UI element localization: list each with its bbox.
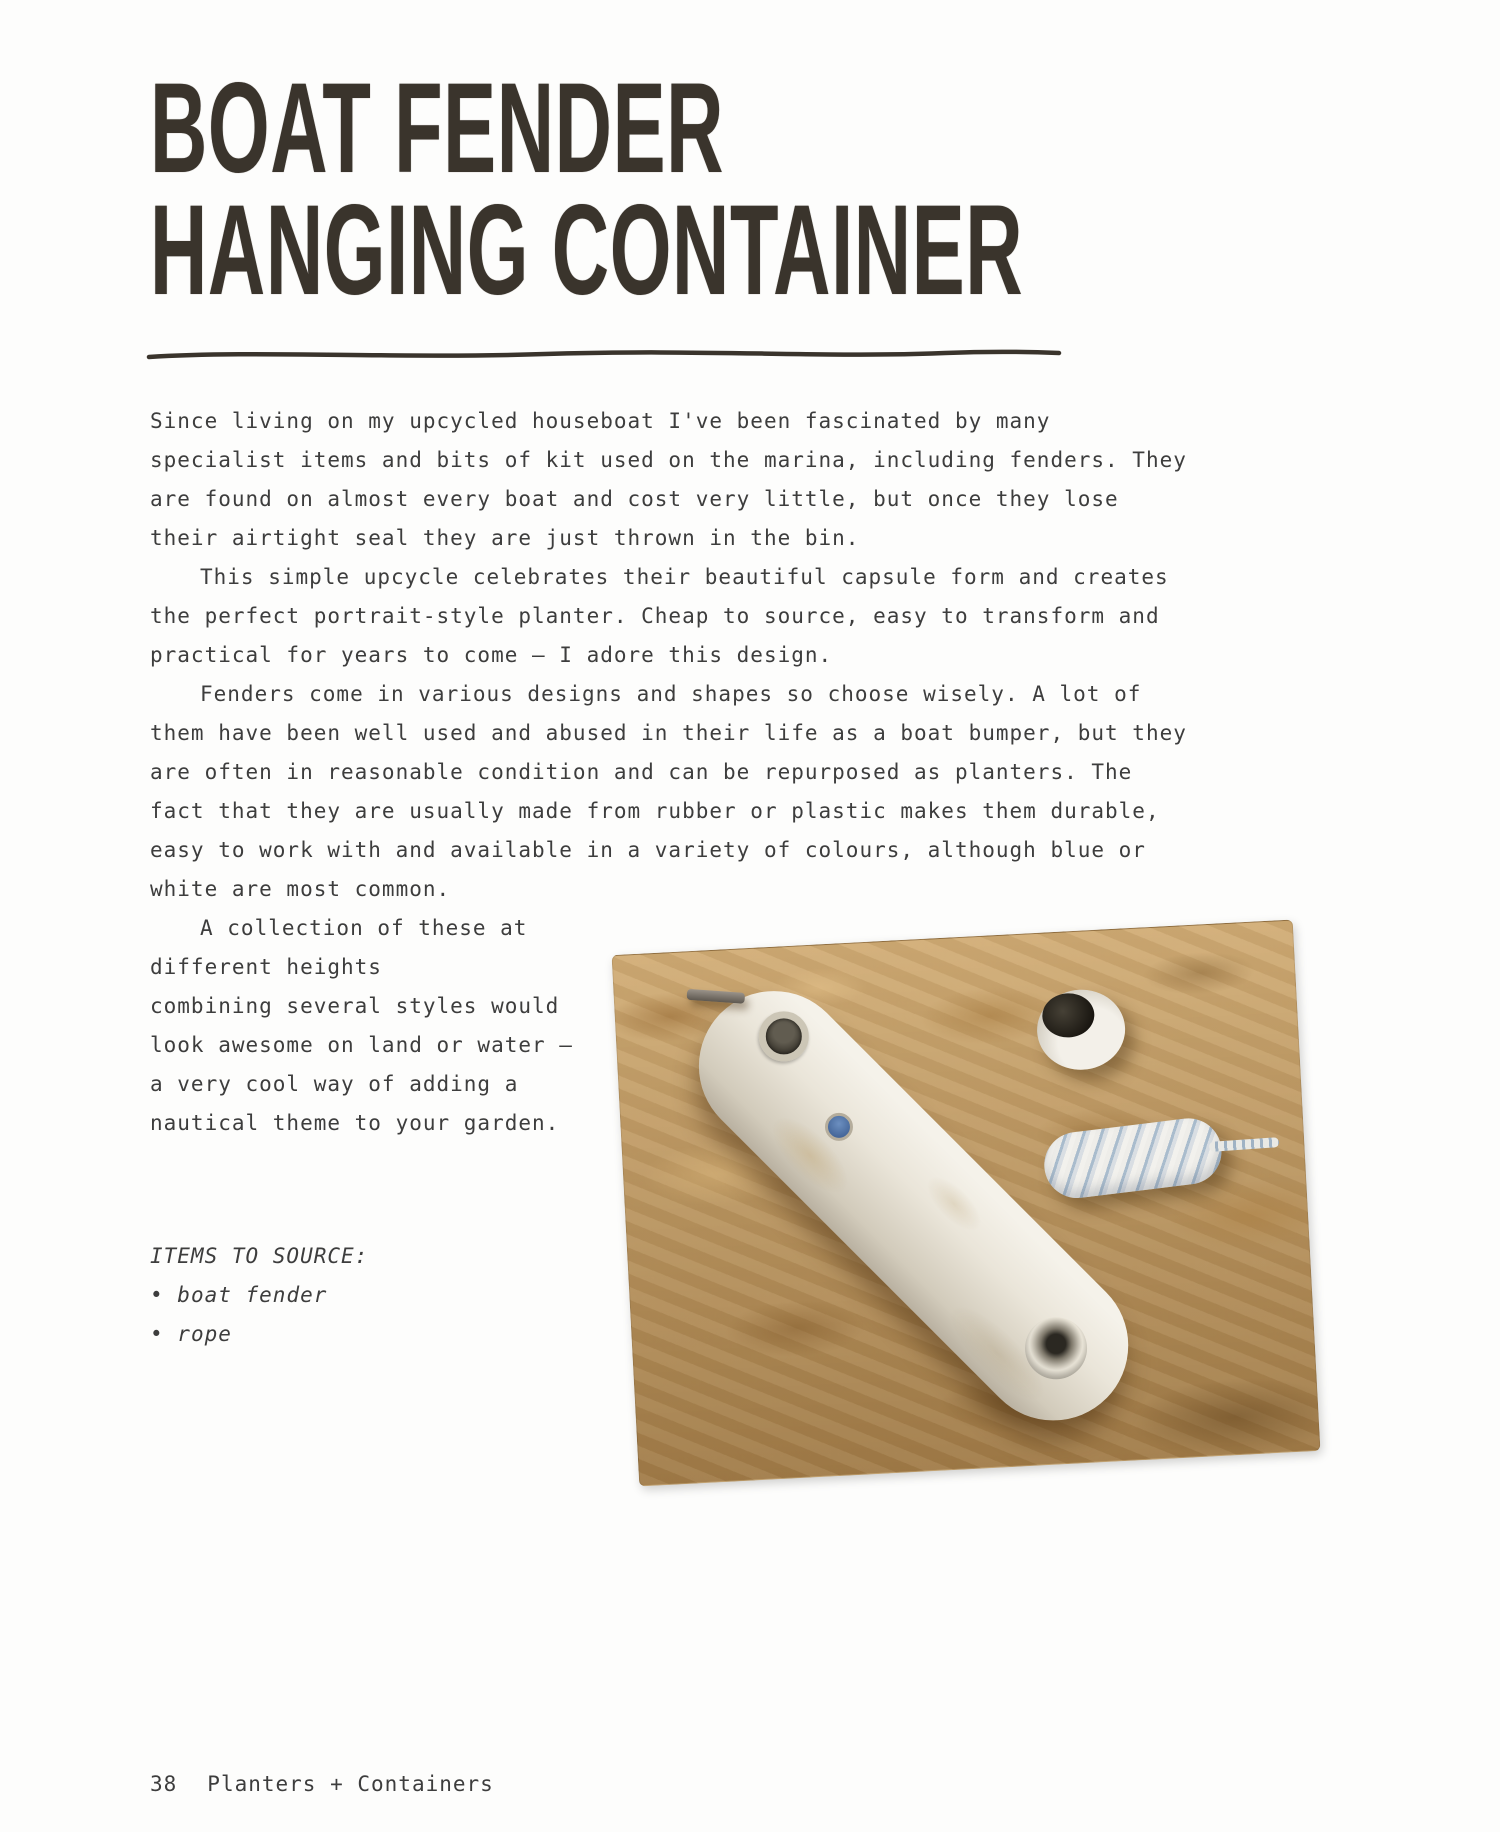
page-footer bbox=[150, 1772, 494, 1796]
rope-coil bbox=[1041, 1115, 1226, 1202]
drill-bit bbox=[687, 989, 746, 1004]
paragraph-3: Fenders come in various designs and shapes so choose wisely. A lot of them have been well used and abused in their life as a boat bumper, but they are often in reasonable condition and can be repurposed as planters. The fact that they are usually made from rubber or plastic makes them durable, easy to work with and available in a variety of colours, although blue or white are most common. bbox=[150, 682, 1187, 901]
paragraph-4-rest: combining several styles would look awesome on land or water — a very cool way of adding a nautical theme to your garden. bbox=[150, 994, 573, 1135]
page-title bbox=[150, 57, 1500, 322]
paragraph-2: This simple upcycle celebrates their beautiful capsule form and creates the perfect portrait-style planter. Cheap to source, easy to transform and practical for years to come — I adore this design. bbox=[150, 565, 1169, 667]
title-line-1: BOAT FENDER bbox=[150, 57, 725, 200]
hole-saw-bit bbox=[1035, 987, 1127, 1071]
fender-blue-dot bbox=[819, 1107, 859, 1147]
item-boat-fender: • boat fender bbox=[150, 1276, 1190, 1315]
hand-drawn-divider bbox=[145, 344, 1063, 366]
paragraph-1: Since living on my upcycled houseboat I've been fascinated by many specialist items and bits of kit used on the marina, including fenders. They are found on almost every boat and cost very little, but once they lose their airtight seal they are just thrown in the bin. bbox=[150, 409, 1187, 550]
fender-eye-hole bbox=[748, 1001, 819, 1072]
item-rope: • rope bbox=[150, 1315, 1190, 1354]
body-text bbox=[150, 402, 1190, 1469]
paragraph-4-line-1: A collection of these at different heights bbox=[150, 916, 528, 979]
title-line-2: HANGING CONTAINER bbox=[150, 179, 1024, 322]
items-heading: ITEMS TO SOURCE: bbox=[150, 1244, 369, 1268]
section-title: Planters + Containers bbox=[207, 1772, 494, 1796]
fender-bottom-eye bbox=[1012, 1304, 1100, 1392]
page-number: 38 bbox=[150, 1772, 178, 1796]
boat-fender-photo bbox=[612, 920, 1321, 1487]
photo-figure bbox=[590, 949, 1250, 1469]
